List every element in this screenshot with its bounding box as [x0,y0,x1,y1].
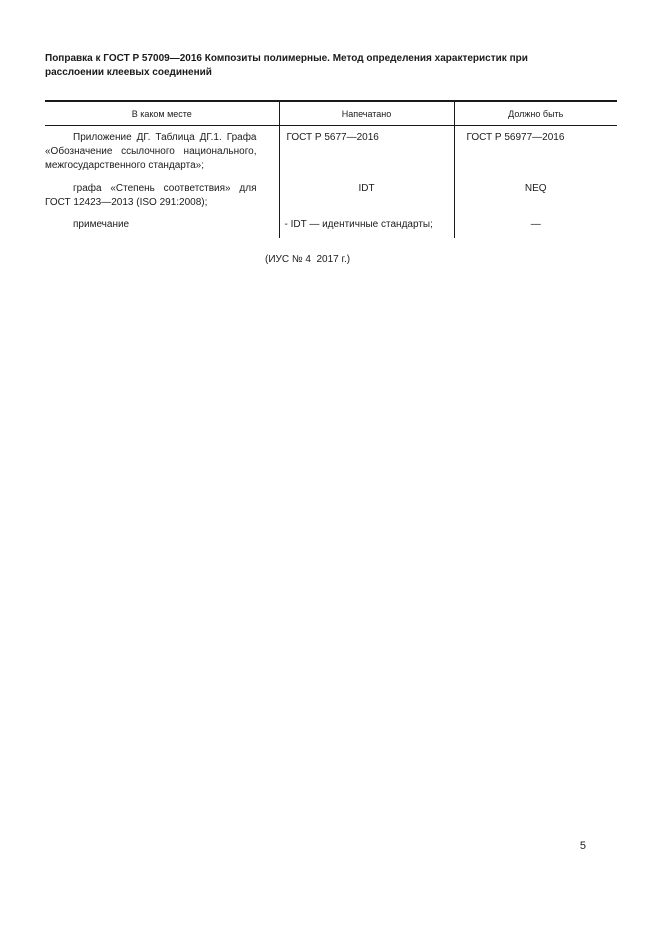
cell-location: Приложение ДГ. Таблица ДГ.1. Графа «Обозначение ссылочного национального, межгосударственного стандарта»; [45,132,257,171]
document-title [45,52,617,80]
cell-location: примечание [73,219,130,230]
cell-printed: IDT [279,182,454,218]
cell-printed: ГОСТ Р 5677—2016 [279,126,454,183]
cell-should-be: NEQ [454,182,617,218]
cell-location: графа «Степень соответствия» для ГОСТ 12423—2013 (ISO 291:2008); [45,183,257,208]
ius-reference: (ИУС № 4 2017 г.) [265,254,351,265]
corrections-table [45,100,617,238]
content-block [45,52,617,265]
cell-should-be: ГОСТ Р 56977—2016 [454,126,617,183]
column-header-location: В каком месте [45,101,279,126]
column-header-printed: Напечатано [279,101,454,126]
table-header-row [45,101,617,126]
cell-printed: - IDT — идентичные стандарты; [279,218,454,238]
document-title-line1: Поправка к ГОСТ Р 57009—2016 Композиты полимерные. Метод определения характеристик при [45,53,528,64]
table-row [45,126,617,183]
document-title-line2: расслоении клеевых соединений [45,67,212,78]
table-row [45,182,617,218]
page-number: 5 [579,840,586,852]
cell-should-be: — [454,218,617,238]
table-row [45,218,617,238]
column-header-should-be: Должно быть [454,101,617,126]
